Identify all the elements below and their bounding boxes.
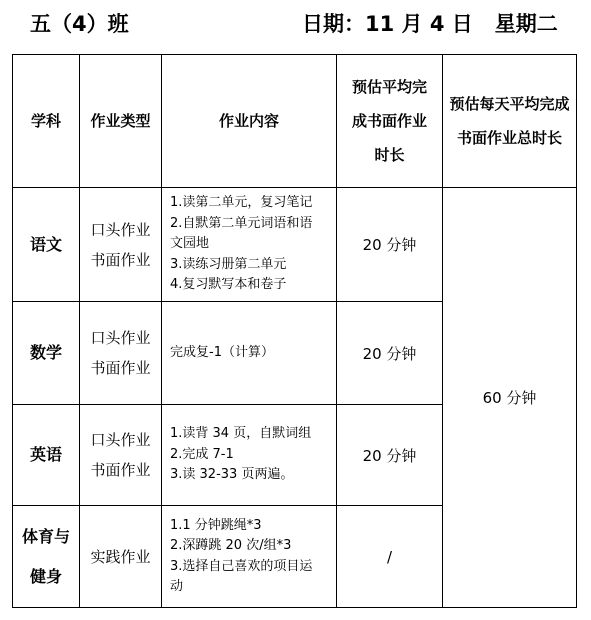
content-cell [162, 188, 337, 302]
type-line: 口头作业 [90, 431, 151, 449]
date-line [302, 8, 558, 38]
header-daily-total [443, 55, 577, 188]
content-line: 1.1 分钟跳绳*3 [170, 517, 262, 533]
type-cell [80, 188, 162, 302]
header-est-time [337, 55, 443, 188]
type-line: 口头作业 [90, 220, 151, 239]
header-type: 作业类型 [80, 55, 162, 188]
header-est-time-line: 成书面作业 [351, 112, 427, 130]
content-line: 3.读练习册第二单元 [170, 256, 287, 272]
type-line: 书面作业 [90, 359, 151, 377]
subject-cell [13, 302, 80, 405]
subject-cell [13, 405, 80, 506]
subject-line: 数学 [29, 343, 62, 362]
subject-cell [13, 506, 80, 608]
subject-line: 体育与 [21, 526, 70, 546]
type-line: 书面作业 [90, 461, 151, 479]
content-line: 动 [170, 579, 184, 594]
content-cell [162, 302, 337, 405]
header-est-time-line: 时长 [374, 146, 405, 164]
time-cell: 20 分钟 [337, 302, 443, 405]
content-line: 3.选择自己喜欢的项目运 [170, 558, 313, 574]
type-cell [80, 302, 162, 405]
header-content: 作业内容 [162, 55, 337, 188]
type-cell [80, 405, 162, 506]
content-line: 4.复习默写本和卷子 [170, 277, 287, 293]
subject-line: 语文 [29, 234, 62, 254]
time-cell: 20 分钟 [337, 188, 443, 302]
subject-cell [13, 188, 80, 302]
header-est-time-line: 预估平均完 [351, 78, 427, 96]
class-title: 五（4）班 [30, 12, 129, 36]
content-cell [162, 506, 337, 608]
content-line: 2.深蹲跳 20 次/组*3 [170, 538, 292, 553]
type-line: 实践作业 [90, 547, 151, 566]
header-subject: 学科 [13, 55, 80, 188]
content-cell [162, 405, 337, 506]
subject-line: 英语 [29, 445, 62, 464]
content-line: 文园地 [170, 236, 210, 252]
table-row [13, 188, 577, 302]
time-cell: / [337, 506, 443, 608]
table-header-row [13, 55, 577, 188]
homework-table [12, 54, 577, 608]
content-line: 1.读第二单元，复习笔记 [170, 195, 313, 211]
header-daily-total-line: 预估每天平均完成 [449, 95, 570, 113]
weekday-text: 星期二 [494, 12, 558, 36]
total-time-cell: 60 分钟 [443, 188, 577, 608]
type-cell [80, 506, 162, 608]
time-cell: 20 分钟 [337, 405, 443, 506]
content-line: 完成复-1（计算） [170, 344, 274, 360]
content-line: 2.自默第二单元词语和语 [170, 215, 313, 231]
type-line: 口头作业 [90, 329, 151, 347]
content-line: 2.完成 7-1 [170, 446, 234, 462]
subject-line: 健身 [29, 566, 62, 586]
type-line: 书面作业 [90, 250, 151, 269]
content-line: 1.读背 34 页，自默词组 [170, 426, 312, 442]
date-text: 日期：11 月 4 日 [302, 12, 473, 36]
header-daily-total-line: 书面作业总时长 [456, 129, 562, 147]
content-line: 3.读 32-33 页两遍。 [170, 467, 294, 483]
